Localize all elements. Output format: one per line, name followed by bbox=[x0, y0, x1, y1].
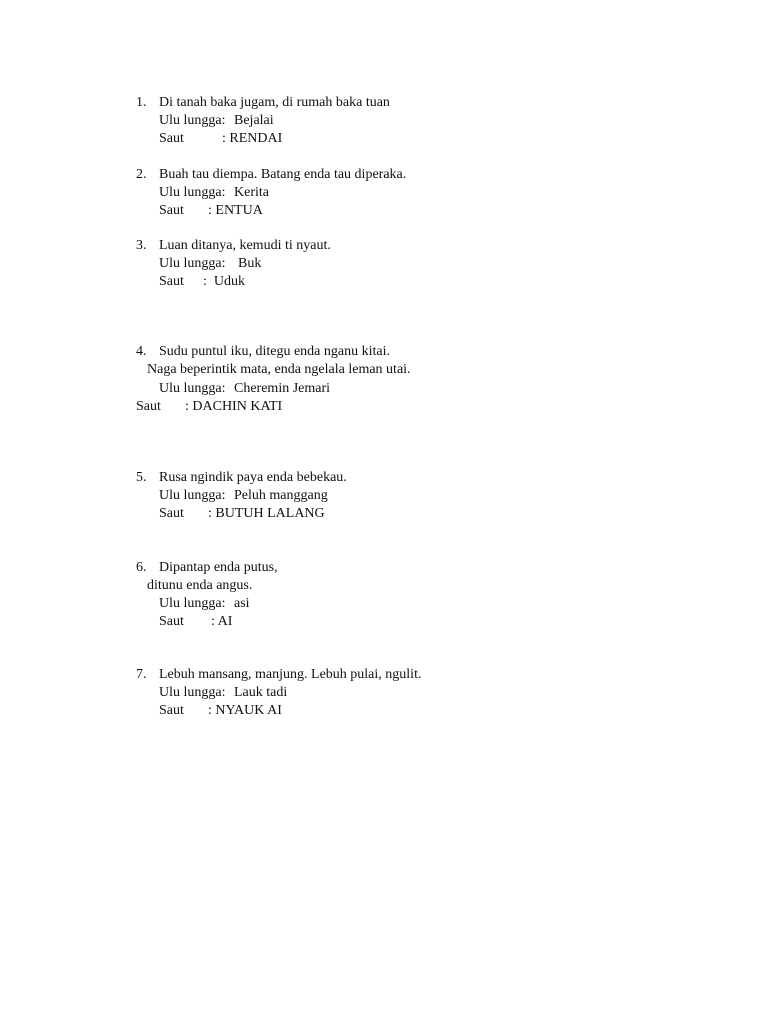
saut-label: Saut bbox=[136, 399, 161, 414]
ulu-lungga-value: Kerita bbox=[234, 185, 269, 200]
ulu-lungga-value: Cheremin Jemari bbox=[234, 381, 331, 396]
ulu-lungga-label: Ulu lungga: bbox=[159, 256, 226, 271]
riddle-number: 6. bbox=[136, 560, 147, 575]
saut-value: : Uduk bbox=[203, 274, 245, 289]
riddle-text: Luan ditanya, kemudi ti nyaut. bbox=[159, 238, 331, 253]
saut-value: : NYAUK AI bbox=[208, 703, 282, 718]
ulu-lungga-label: Ulu lungga: bbox=[159, 488, 226, 503]
ulu-lungga-label: Ulu lungga: bbox=[159, 381, 226, 396]
riddle-text: Naga beperintik mata, enda ngelala leman utai. bbox=[147, 362, 411, 377]
ulu-lungga-label: Ulu lungga: bbox=[159, 685, 226, 700]
riddle-text: ditunu enda angus. bbox=[147, 578, 253, 593]
ulu-lungga-label: Ulu lungga: bbox=[159, 113, 226, 128]
ulu-lungga-value: Lauk tadi bbox=[234, 685, 288, 700]
riddle-number: 2. bbox=[136, 167, 147, 182]
saut-value: : RENDAI bbox=[222, 131, 283, 146]
riddle-text: Dipantap enda putus, bbox=[159, 560, 278, 575]
riddle-text: Sudu puntul iku, ditegu enda nganu kitai. bbox=[159, 344, 390, 359]
riddle-text: Di tanah baka jugam, di rumah baka tuan bbox=[159, 95, 390, 110]
ulu-lungga-label: Ulu lungga: bbox=[159, 185, 226, 200]
riddle-number: 7. bbox=[136, 667, 147, 682]
riddle-number: 3. bbox=[136, 238, 147, 253]
saut-label: Saut bbox=[159, 131, 184, 146]
saut-value: : BUTUH LALANG bbox=[208, 506, 325, 521]
ulu-lungga-label: Ulu lungga: bbox=[159, 596, 226, 611]
ulu-lungga-value: Peluh manggang bbox=[234, 488, 328, 503]
saut-value: : ENTUA bbox=[208, 203, 263, 218]
riddle-number: 1. bbox=[136, 95, 147, 110]
riddle-text: Rusa ngindik paya enda bebekau. bbox=[159, 470, 347, 485]
saut-label: Saut bbox=[159, 703, 184, 718]
riddle-text: Buah tau diempa. Batang enda tau diperaka. bbox=[159, 167, 407, 182]
saut-label: Saut bbox=[159, 614, 184, 629]
saut-label: Saut bbox=[159, 506, 184, 521]
ulu-lungga-value: Bejalai bbox=[234, 113, 274, 128]
saut-label: Saut bbox=[159, 274, 184, 289]
riddle-number: 4. bbox=[136, 344, 147, 359]
saut-label: Saut bbox=[159, 203, 184, 218]
saut-value: : DACHIN KATI bbox=[185, 399, 283, 414]
ulu-lungga-value: Buk bbox=[238, 256, 262, 271]
saut-value: : AI bbox=[211, 614, 233, 629]
riddle-number: 5. bbox=[136, 470, 147, 485]
riddle-text: Lebuh mansang, manjung. Lebuh pulai, ngulit. bbox=[159, 667, 422, 682]
ulu-lungga-value: asi bbox=[234, 596, 250, 611]
